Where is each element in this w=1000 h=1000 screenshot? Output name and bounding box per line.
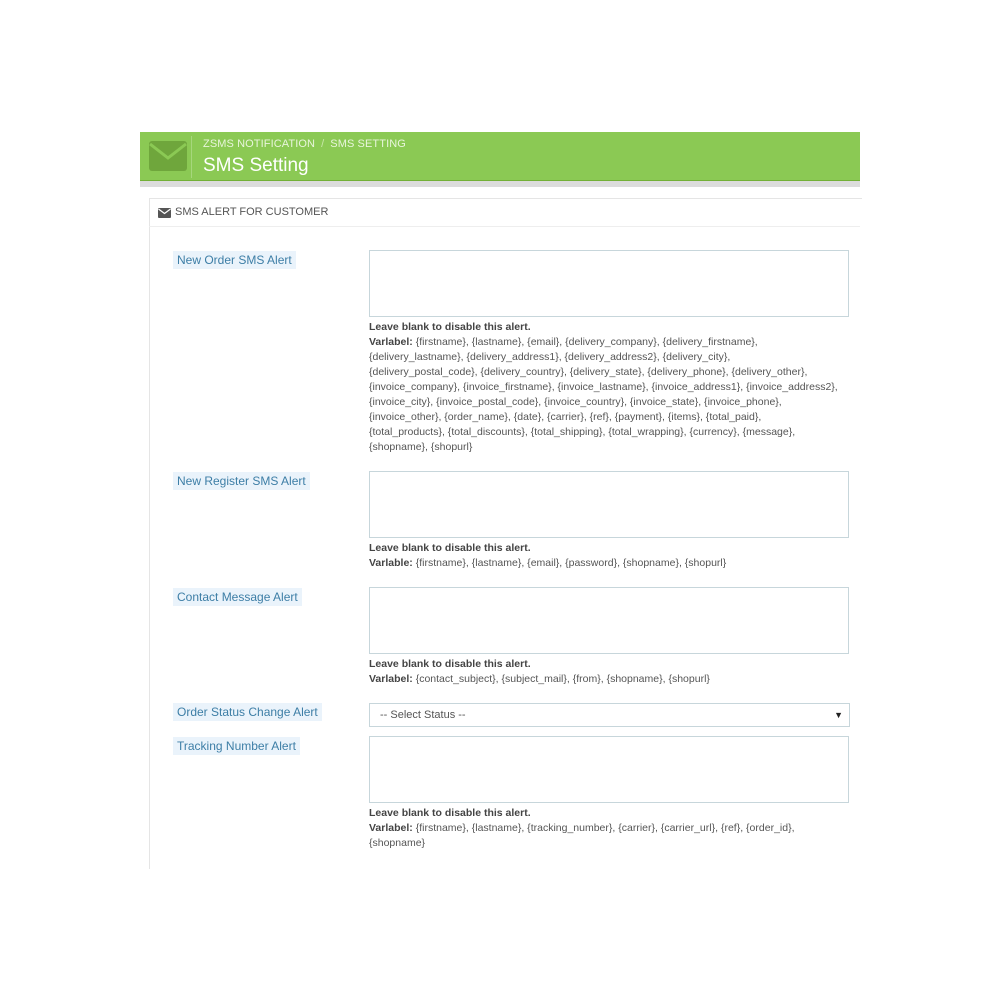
breadcrumb — [203, 138, 406, 150]
new-register-sms-alert-textarea[interactable] — [369, 471, 849, 538]
variables-list: {firstname}, {lastname}, {email}, {delivery_company}, {delivery_firstname}, {delivery_lastname}, {delivery_address1}, {delivery_address2}, {delivery_city}, {delivery_postal_code}, {delivery_country}, {delivery_state}, {delivery_phone}, {delivery_other}, {invoice_company}, {invoice_firstname}, {invoice_lastname}, {invoice_address1}, {invoice_address2}, {invoice_city}, {invoice_postal_code}, {invoice_country}, {invoice_state}, {invoice_phone}, {invoice_other}, {order_name}, {date}, {carrier}, {ref}, {payment}, {items}, {total_paid}, {total_products}, {total_discounts}, {total_shipping}, {total_wrapping}, {currency}, {message}, {shopname}, {shopurl} — [369, 336, 838, 453]
variables-label: Varlabel: — [369, 336, 413, 348]
envelope-icon — [158, 208, 171, 218]
variables-label: Varlabel: — [369, 822, 413, 834]
breadcrumb-separator: / — [321, 138, 325, 150]
tracking-number-alert-label: Tracking Number Alert — [173, 737, 300, 755]
contact-message-help — [369, 657, 839, 687]
tracking-number-alert-textarea[interactable] — [369, 736, 849, 803]
envelope-icon — [148, 140, 188, 172]
breadcrumb-item-sms-setting[interactable]: SMS SETTING — [330, 138, 406, 150]
page-title: SMS Setting — [203, 155, 309, 176]
new-register-help — [369, 541, 839, 571]
new-order-sms-alert-textarea[interactable] — [369, 250, 849, 317]
variables-list: {contact_subject}, {subject_mail}, {from}, {shopname}, {shopurl} — [415, 673, 710, 685]
panel-title: SMS ALERT FOR CUSTOMER — [175, 206, 329, 218]
help-blank-note: Leave blank to disable this alert. — [369, 542, 531, 554]
variables-list: {firstname}, {lastname}, {email}, {password}, {shopname}, {shopurl} — [415, 557, 727, 569]
new-order-sms-alert-label: New Order SMS Alert — [173, 251, 296, 269]
header-divider — [191, 136, 192, 178]
order-status-select[interactable] — [369, 703, 850, 727]
order-status-change-alert-label: Order Status Change Alert — [173, 703, 322, 721]
contact-message-alert-textarea[interactable] — [369, 587, 849, 654]
caret-down-icon: ▼ — [834, 710, 843, 720]
variables-list: {firstname}, {lastname}, {tracking_number}, {carrier}, {carrier_url}, {ref}, {order_id}, {shopname} — [369, 822, 795, 849]
variables-label: Varlabel: — [369, 673, 413, 685]
contact-message-alert-label: Contact Message Alert — [173, 588, 302, 606]
tracking-number-help — [369, 806, 839, 851]
help-blank-note: Leave blank to disable this alert. — [369, 807, 531, 819]
header-shadow-strip — [140, 181, 860, 187]
new-order-help — [369, 320, 839, 455]
order-status-selected-value: -- Select Status -- — [380, 709, 466, 721]
help-blank-note: Leave blank to disable this alert. — [369, 321, 531, 333]
help-blank-note: Leave blank to disable this alert. — [369, 658, 531, 670]
variables-label: Varlable: — [369, 557, 413, 569]
new-register-sms-alert-label: New Register SMS Alert — [173, 472, 310, 490]
breadcrumb-item-zsms-notification[interactable]: ZSMS NOTIFICATION — [203, 138, 316, 150]
